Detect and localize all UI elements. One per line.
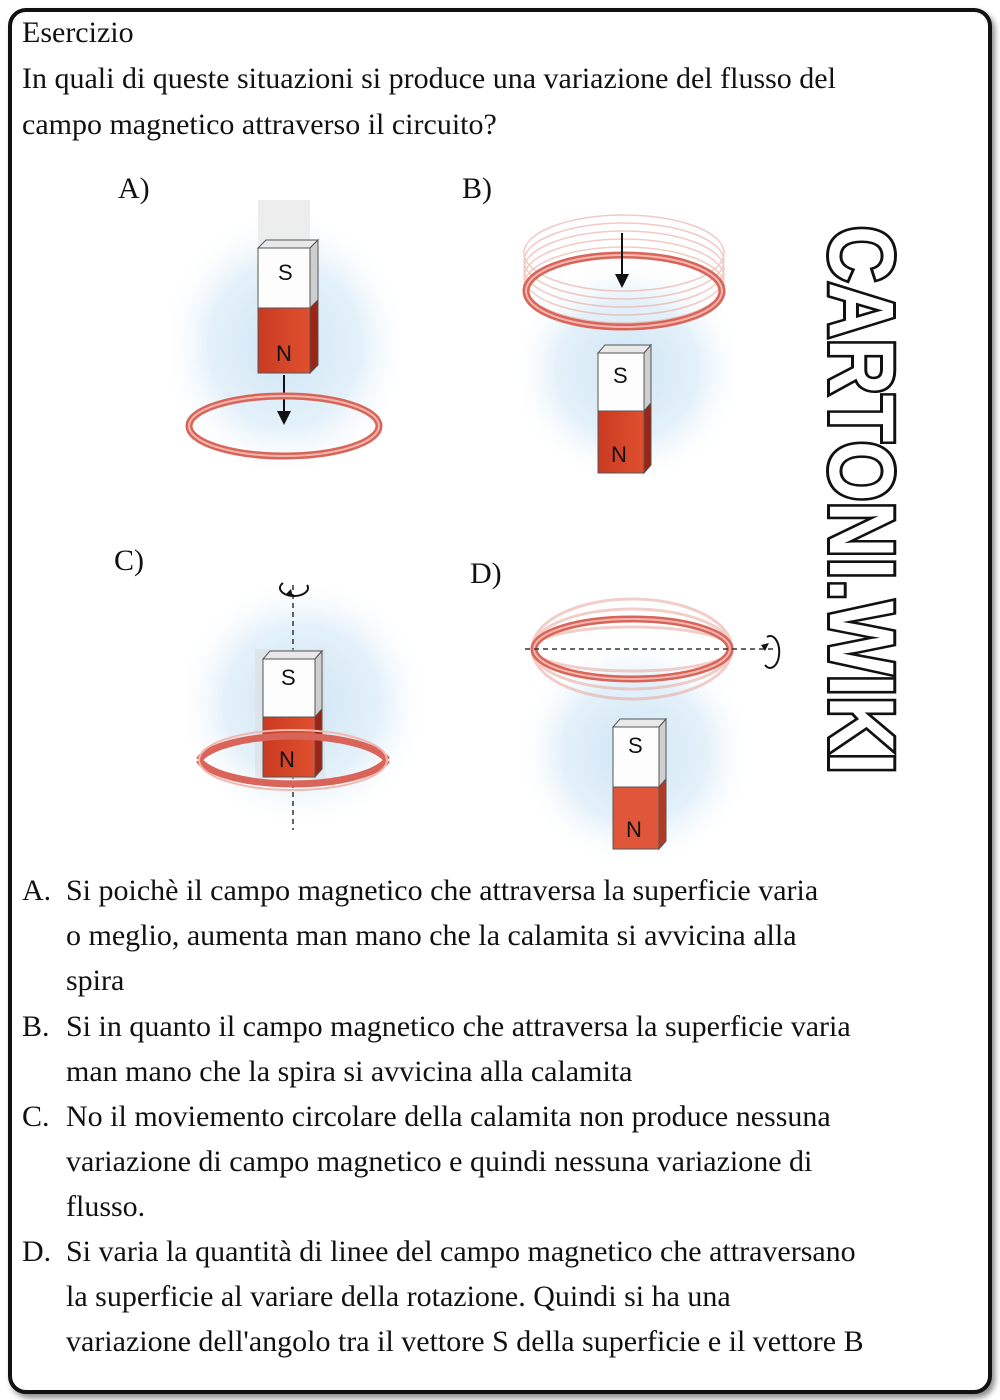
question-line-2: campo magnetico attraverso il circuito? [22, 108, 497, 141]
figure-c-label: C) [114, 544, 144, 577]
answer-a-line-2: o meglio, aumenta man mano che la calamita si avvicina alla [66, 919, 797, 952]
magnet-a-n: N [276, 341, 292, 366]
answer-b [22, 1004, 851, 1094]
answer-a-letter: A. [22, 874, 52, 907]
magnet-b-s: S [613, 363, 628, 388]
magnet-d-s: S [628, 733, 643, 758]
figure-d-label: D) [470, 557, 502, 590]
answer-c-letter: C. [22, 1100, 50, 1133]
figure-b-label: B) [462, 172, 492, 205]
answer-d-line-3: variazione dell'angolo tra il vettore S della superficie e il vettore B [66, 1325, 864, 1358]
magnet-a-s: S [278, 260, 293, 285]
answer-a-line-3: spira [66, 964, 125, 997]
answer-d [22, 1229, 864, 1364]
magnet-c-n: N [279, 747, 295, 772]
magnet-d-n: N [626, 817, 642, 842]
question-line-1: In quali di queste situazioni si produce una variazione del flusso del [22, 62, 836, 95]
answer-c-line-2: variazione di campo magnetico e quindi nessuna variazione di [66, 1145, 813, 1178]
answer-a-line-1: Si poichè il campo magnetico che attraversa la superficie varia [66, 874, 819, 907]
answer-c-line-3: flusso. [66, 1190, 146, 1223]
answer-b-line-1: Si in quanto il campo magnetico che attraversa la superficie varia [66, 1010, 851, 1043]
exercise-title: Esercizio [22, 16, 134, 49]
answer-b-line-2: man mano che la spira si avvicina alla calamita [66, 1055, 633, 1088]
answer-d-line-2: la superficie al variare della rotazione. Quindi si ha una [66, 1280, 731, 1313]
answer-d-line-1: Si varia la quantità di linee del campo magnetico che attraversano [66, 1235, 856, 1268]
answer-c-line-1: No il moviemento circolare della calamita non produce nessuna [66, 1100, 831, 1133]
answer-a [22, 868, 818, 1003]
watermark-text: CARTONI.WIKI [810, 226, 912, 874]
figure-a-label: A) [118, 172, 150, 205]
magnet-c-s: S [281, 665, 296, 690]
answer-c [22, 1094, 831, 1229]
magnet-b-n: N [611, 442, 627, 467]
answer-d-letter: D. [22, 1235, 52, 1268]
answer-b-letter: B. [22, 1010, 50, 1043]
